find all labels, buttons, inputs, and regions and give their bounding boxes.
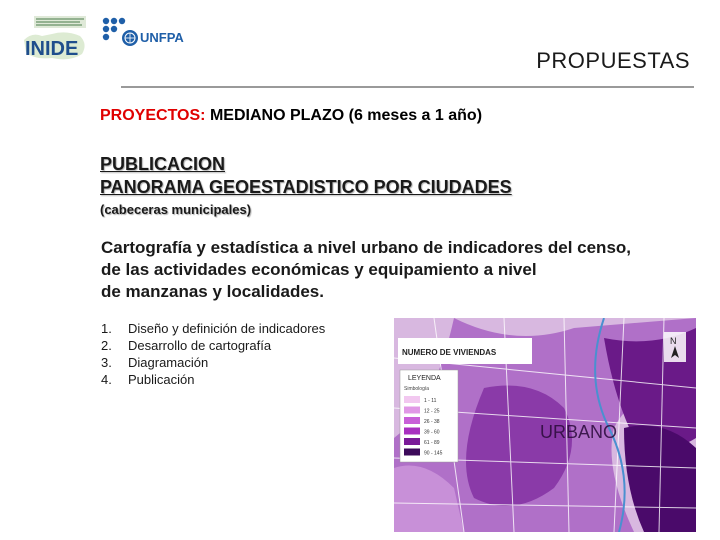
step-number: 2. xyxy=(101,338,112,353)
svg-text:UNFPA: UNFPA xyxy=(140,30,184,45)
legend-swatch xyxy=(404,428,420,435)
publication-name: PANORAMA GEOESTADISTICO POR CIUDADES xyxy=(100,177,512,197)
legend-title: LEYENDA xyxy=(408,375,441,382)
step-text: Desarrollo de cartografía xyxy=(128,338,272,353)
map-title: NUMERO DE VIVIENDAS xyxy=(402,348,497,357)
map-area-label: URBANO xyxy=(540,422,618,442)
svg-text:INIDE: INIDE xyxy=(25,38,79,60)
list-item xyxy=(101,371,325,388)
step-text: Diagramación xyxy=(128,355,209,370)
legend-swatch xyxy=(404,449,420,456)
page-title: PROPUESTAS xyxy=(536,48,690,73)
publication-subtitle: (cabeceras municipales) xyxy=(100,202,252,217)
step-text: Publicación xyxy=(128,372,195,387)
legend-label: 61 - 89 xyxy=(424,440,440,446)
legend-swatch xyxy=(404,396,420,403)
description-line: de manzanas y localidades. xyxy=(101,282,324,301)
projects-value: MEDIANO PLAZO (6 meses a 1 año) xyxy=(209,107,483,124)
description xyxy=(101,237,701,303)
inide-logo xyxy=(22,14,90,64)
description-line: de las actividades económicas y equipamiento a nivel xyxy=(101,260,537,279)
step-number: 3. xyxy=(101,355,112,370)
step-number: 4. xyxy=(101,372,112,387)
unfpa-logo xyxy=(100,14,192,62)
description-line: Cartografía y estadística a nivel urbano de indicadores del censo, xyxy=(101,238,632,257)
legend-caption: Simbología xyxy=(404,386,430,392)
legend-label: 26 - 38 xyxy=(424,419,440,425)
north-label: N xyxy=(670,336,677,346)
step-number: 1. xyxy=(101,321,112,336)
legend-swatch xyxy=(404,407,420,414)
steps-list xyxy=(101,320,325,388)
legend-label: 90 - 145 xyxy=(424,450,443,457)
projects-label: PROYECTOS: xyxy=(100,107,206,124)
urban-map xyxy=(394,318,696,532)
header-divider xyxy=(121,86,694,88)
legend-swatch xyxy=(404,417,420,424)
list-item xyxy=(101,337,325,354)
publication-title: PUBLICACION xyxy=(100,154,225,174)
list-item xyxy=(101,320,325,337)
legend-label: 39 - 60 xyxy=(424,429,440,436)
projects-line xyxy=(100,107,482,125)
step-text: Diseño y definición de indicadores xyxy=(128,321,326,336)
legend-swatch xyxy=(404,438,420,445)
legend-label: 12 - 25 xyxy=(424,408,440,415)
list-item xyxy=(101,354,325,371)
legend-label: 1 - 11 xyxy=(424,398,437,404)
